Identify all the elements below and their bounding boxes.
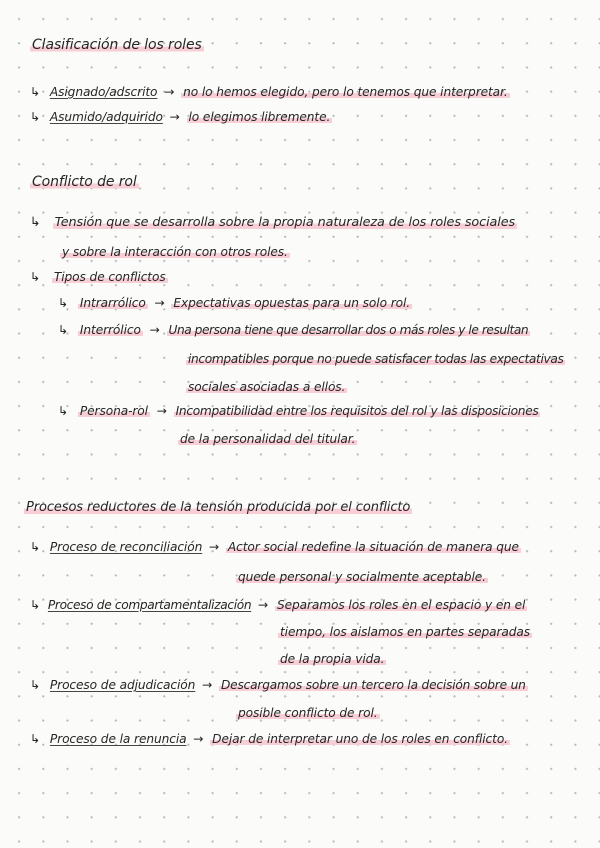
intro-line-1 (30, 215, 517, 230)
definition-continuation (236, 706, 380, 721)
intro-text-2: y sobre la interacción con otros roles. (62, 245, 288, 259)
list-item-asignado (30, 85, 510, 100)
term-label: Interrólico (79, 323, 141, 337)
process-item-renuncia (30, 732, 510, 747)
definition-continuation (186, 352, 565, 367)
definition-line: quede personal y socialmente aceptable. (238, 570, 486, 584)
section-title-conflicto (30, 175, 139, 190)
section-title-text: Conflicto de rol (32, 174, 137, 190)
term-label: Asumido/adquirido (49, 110, 163, 124)
right-arrow-icon: → (154, 296, 165, 310)
arrow-bullet-icon: ↳ (30, 598, 41, 612)
arrow-bullet-icon: ↳ (30, 85, 41, 99)
definition-text: lo elegimos libremente. (188, 110, 331, 124)
types-heading (30, 270, 168, 285)
term-label: Proceso de compartamentalización (47, 598, 252, 612)
term-label: Proceso de adjudicación (49, 678, 196, 692)
definition-continuation (178, 432, 357, 447)
right-arrow-icon: → (193, 732, 204, 746)
arrow-bullet-icon: ↳ (30, 678, 41, 692)
right-arrow-icon: → (169, 110, 180, 124)
arrow-bullet-icon: ↳ (58, 323, 69, 337)
definition-line: incompatibles porque no puede satisfacer todas las expectativas (188, 352, 564, 366)
definition-line: tiempo, los aislamos en partes separadas (280, 625, 531, 639)
right-arrow-icon: → (164, 85, 175, 99)
term-label: Persona-rol (79, 404, 148, 418)
arrow-bullet-icon: ↳ (30, 215, 41, 230)
right-arrow-icon: → (258, 598, 269, 612)
type-item-intrarrolico (58, 296, 412, 311)
section-title-procesos (24, 500, 412, 515)
term-label: Asignado/adscrito (49, 85, 158, 99)
definition-line: de la propia vida. (280, 652, 385, 666)
right-arrow-icon: → (149, 323, 160, 337)
definition-line: sociales asociadas a ellos. (188, 380, 346, 394)
definition-line: Actor social redefine la situación de manera que (227, 540, 519, 554)
definition-line: Separamos los roles en el espacio y en el (276, 598, 526, 612)
definition-text: no lo hemos elegido, pero lo tenemos que interpretar. (183, 85, 508, 99)
definition-line: Descargamos sobre un tercero la decisión sobre un (220, 678, 526, 692)
section-title-text: Procesos reductores de la tensión producida por el conflicto (26, 500, 411, 515)
definition-line: Dejar de interpretar uno de los roles en conflicto. (212, 732, 508, 746)
term-label: Proceso de la renuncia (49, 732, 187, 746)
definition-continuation (278, 652, 386, 667)
arrow-bullet-icon: ↳ (30, 540, 41, 554)
process-item-adjudicacion (30, 678, 528, 693)
definition-line: Una persona tiene que desarrollar dos o más roles y le resultan (168, 323, 529, 337)
arrow-bullet-icon: ↳ (30, 110, 41, 124)
definition-continuation (236, 570, 488, 585)
arrow-bullet-icon: ↳ (30, 732, 41, 746)
process-item-compartamentalizacion (30, 598, 527, 613)
intro-line-2 (60, 245, 290, 260)
arrow-bullet-icon: ↳ (30, 270, 41, 284)
definition-line: posible conflicto de rol. (238, 706, 378, 720)
right-arrow-icon: → (208, 540, 220, 554)
types-label: Tipos de conflictos (53, 270, 166, 284)
type-item-persona-rol (58, 404, 540, 419)
definition-continuation (186, 380, 347, 395)
arrow-bullet-icon: ↳ (58, 404, 69, 418)
section-title-clasificacion (30, 38, 204, 53)
term-label: Proceso de reconciliación (49, 540, 203, 554)
type-item-interrolico (58, 323, 530, 338)
definition-line: Incompatibilidad entre los requisitos del rol y las disposiciones (175, 404, 539, 418)
right-arrow-icon: → (202, 678, 213, 692)
section-title-text: Clasificación de los roles (32, 37, 202, 53)
process-item-reconciliacion (30, 540, 521, 555)
term-label: Intrarrólico (79, 296, 146, 310)
intro-text-1: Tensión que se desarrolla sobre la propia naturaleza de los roles sociales (54, 215, 516, 230)
definition-continuation (278, 625, 532, 640)
list-item-asumido (30, 110, 332, 125)
definition-line: de la personalidad del titular. (180, 432, 356, 446)
right-arrow-icon: → (156, 404, 167, 418)
arrow-bullet-icon: ↳ (58, 296, 69, 310)
definition-line: Expectativas opuestas para un solo rol. (173, 296, 411, 310)
